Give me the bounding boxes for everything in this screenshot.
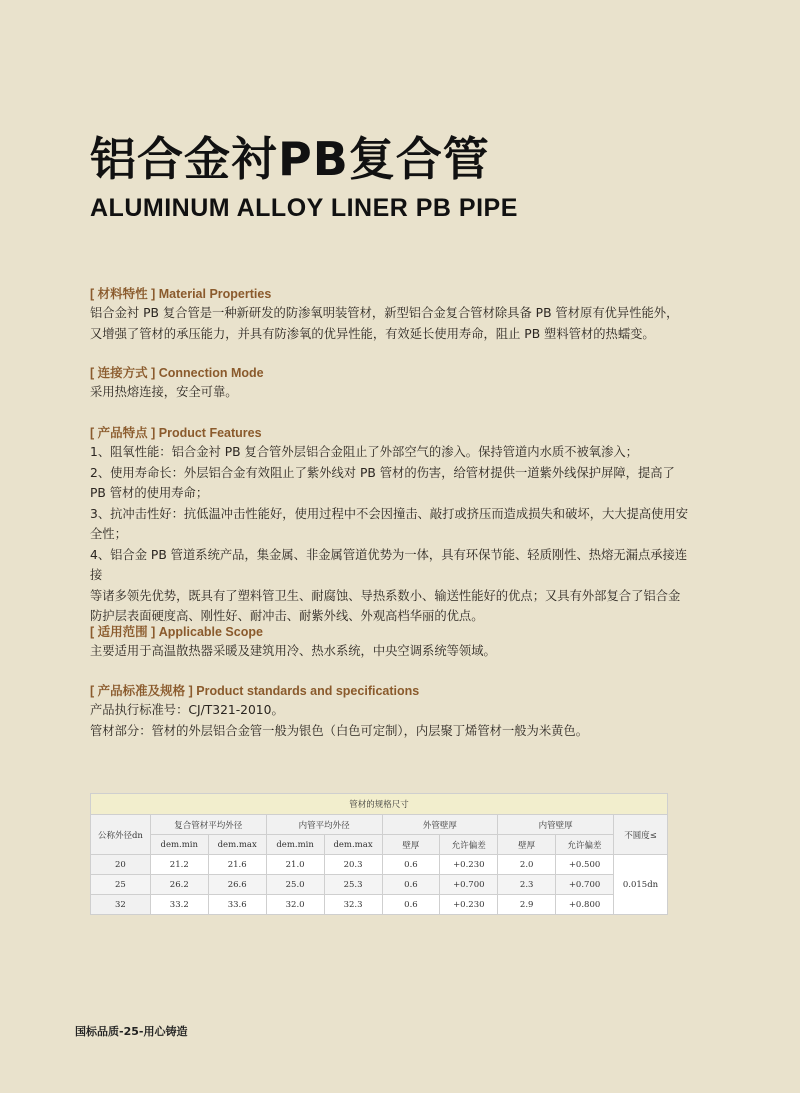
table-row — [91, 895, 668, 915]
table-cell: 20.3 — [324, 855, 382, 875]
table-cell: 26.6 — [208, 875, 266, 895]
table-caption: 管材的规格尺寸 — [91, 794, 668, 815]
header-dn: 公称外径dn — [91, 815, 151, 855]
table-cell: 2.3 — [498, 875, 556, 895]
header-ovality: 不圆度≤ — [614, 815, 668, 855]
section-line: 主要适用于高温散热器采暖及建筑用冷、热水系统，中央空调系统等领域。 — [90, 644, 496, 658]
table-cell: 0.6 — [382, 855, 440, 875]
table-cell: 0.6 — [382, 875, 440, 895]
page-footer: 国标品质-25-用心铸造 — [75, 1025, 188, 1038]
table-cell: 32 — [91, 895, 151, 915]
section-heading: [ 适用范围 ] Applicable Scope — [90, 625, 263, 639]
section-line: PB 管材的使用寿命； — [90, 486, 209, 500]
table-cell: 2.9 — [498, 895, 556, 915]
table-cell: 21.0 — [266, 855, 324, 875]
table-cell: 21.2 — [150, 855, 208, 875]
section-heading: [ 产品标准及规格 ] Product standards and specifications — [90, 684, 420, 698]
section-line: 4、铝合金 PB 管道系统产品，集金属、非金属管道优势为一体，具有环保节能、轻质刚性、热熔无漏点承接连接 — [90, 547, 688, 582]
header-composite-od: 复合管材平均外径 — [150, 815, 266, 835]
section-product-features — [90, 424, 690, 627]
table-cell: +0.800 — [556, 895, 614, 915]
section-line: 2、使用寿命长：外层铝合金有效阻止了紫外线对 PB 管材的伤害，给管材提供一道紫外线保护屏障，提高了 — [90, 465, 675, 480]
table-cell: 33.6 — [208, 895, 266, 915]
section-line: 等诸多领先优势，既具有了塑料管卫生、耐腐蚀、导热系数小、输送性能好的优点；又具有外部复合了铝合金 — [90, 588, 681, 603]
subheader-cell: 允许偏差 — [556, 835, 614, 855]
section-product-standards — [90, 682, 690, 741]
header-outer-wall: 外管壁厚 — [382, 815, 498, 835]
table-cell: 21.6 — [208, 855, 266, 875]
table-row — [91, 875, 668, 895]
table-cell: 2.0 — [498, 855, 556, 875]
ovality-cell: 0.015dn — [614, 855, 668, 915]
section-heading: [ 材料特性 ] Material Properties — [90, 287, 272, 301]
table-cell: 32.0 — [266, 895, 324, 915]
table-cell: 25.0 — [266, 875, 324, 895]
table-cell: +0.230 — [440, 895, 498, 915]
table-cell: +0.700 — [556, 875, 614, 895]
header-inner-wall: 内管壁厚 — [498, 815, 614, 835]
section-connection-mode — [90, 364, 690, 403]
section-line: 采用热熔连接，安全可靠。 — [90, 385, 238, 399]
page-title: 铝合金衬PB复合管 — [90, 132, 490, 186]
section-line: 又增强了管材的承压能力，并具有防渗氧的优异性能，有效延长使用寿命，阻止 PB 塑料管材的热蠕变。 — [90, 326, 655, 341]
section-line: 管材部分：管材的外层铝合金管一般为银色（白色可定制），内层聚丁烯管材一般为米黄色。 — [90, 723, 589, 738]
table-cell: +0.700 — [440, 875, 498, 895]
subheader-cell: 壁厚 — [498, 835, 556, 855]
subheader-cell: 壁厚 — [382, 835, 440, 855]
subheader-cell: 允许偏差 — [440, 835, 498, 855]
section-line: 防护层表面硬度高、刚性好、耐冲击、耐紫外线、外观高档华丽的优点。 — [90, 609, 484, 623]
section-line: 铝合金衬 PB 复合管是一种新研发的防渗氧明装管材，新型铝合金复合管材除具备 PB 管材原有优异性能外， — [90, 306, 679, 320]
section-line: 1、阻氧性能：铝合金衬 PB 复合管外层铝合金阻止了外部空气的渗入。保持管道内水质不被氧渗入； — [90, 445, 638, 459]
table-cell: 26.2 — [150, 875, 208, 895]
table-cell: +0.230 — [440, 855, 498, 875]
subheader-cell: dem.min — [266, 835, 324, 855]
section-line: 3、抗冲击性好：抗低温冲击性能好，使用过程中不会因撞击、敲打或挤压而造成损失和破坏，大大提高使用安 — [90, 506, 689, 521]
subheader-cell: dem.min — [150, 835, 208, 855]
section-heading: [ 连接方式 ] Connection Mode — [90, 366, 264, 380]
section-line: 产品执行标准号：CJ/T321-2010。 — [90, 703, 284, 717]
subheader-cell: dem.max — [208, 835, 266, 855]
page-subtitle: ALUMINUM ALLOY LINER PB PIPE — [90, 194, 518, 222]
table-cell: 0.6 — [382, 895, 440, 915]
table-cell: 33.2 — [150, 895, 208, 915]
section-material-properties — [90, 285, 690, 344]
section-heading: [ 产品特点 ] Product Features — [90, 426, 262, 440]
table-cell: 32.3 — [324, 895, 382, 915]
table-cell: 25.3 — [324, 875, 382, 895]
spec-table — [90, 793, 668, 915]
section-line: 全性； — [90, 527, 127, 541]
subheader-cell: dem.max — [324, 835, 382, 855]
header-inner-od: 内管平均外径 — [266, 815, 382, 835]
table-cell: +0.500 — [556, 855, 614, 875]
section-applicable-scope — [90, 623, 690, 662]
table-cell: 25 — [91, 875, 151, 895]
table-cell: 20 — [91, 855, 151, 875]
table-row — [91, 855, 668, 875]
